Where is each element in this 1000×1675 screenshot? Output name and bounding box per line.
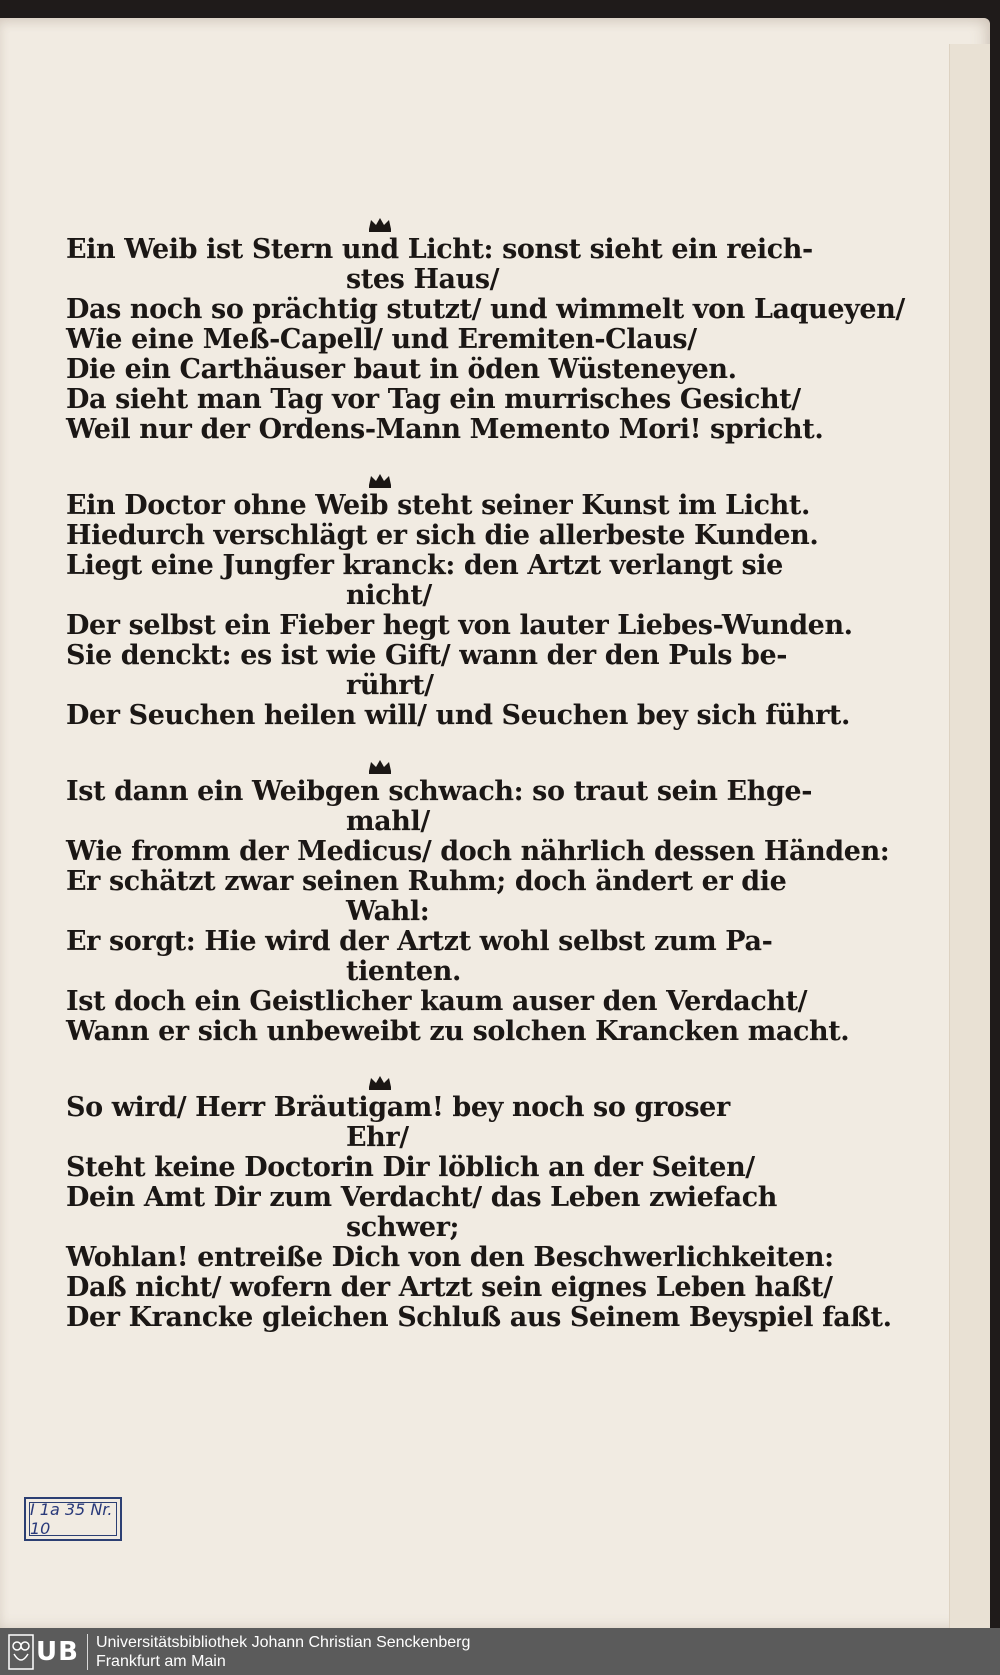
logo-text: UB (36, 1636, 79, 1667)
footer-divider (87, 1634, 88, 1670)
verse-line: Der selbst ein Fieber hegt von lauter Liebes-Wunden. (66, 610, 853, 641)
poem-text (66, 215, 905, 1359)
verse-line: Der Krancke gleichen Schluß aus Seinem Beyspiel faßt. (66, 1302, 892, 1333)
owl-logo-icon (8, 1634, 34, 1670)
footer-bar (0, 1628, 1000, 1675)
crown-ornament-icon (366, 471, 394, 489)
verse-line: Er schätzt zwar seinen Ruhm; doch ändert er die (66, 866, 787, 897)
verse-line: Wohlan! entreiße Dich von den Beschwerlichkeiten: (66, 1242, 834, 1273)
verse-line: rührt/ (346, 670, 434, 701)
verse-line: mahl/ (346, 806, 430, 837)
footer-line-2: Frankfurt am Main (95, 1652, 226, 1670)
verse-line: nicht/ (346, 580, 432, 611)
library-shelfmark-stamp (24, 1497, 122, 1541)
shelfmark-text: I 1a 35 Nr. 10 (29, 1502, 117, 1536)
verse-line: Hiedurch verschlägt er sich die allerbeste Kunden. (66, 520, 819, 551)
library-logo[interactable] (8, 1634, 79, 1670)
crown-ornament-icon (366, 215, 394, 233)
verse-line: Da sieht man Tag vor Tag ein murrisches Gesicht/ (66, 384, 801, 415)
verse-line: tienten. (346, 956, 462, 987)
verse-line: Ist doch ein Geistlicher kaum auser den Verdacht/ (66, 986, 808, 1017)
verse-line: Die ein Carthäuser baut in öden Wüsteneyen. (66, 354, 737, 385)
verse-line: Wahl: (346, 896, 430, 927)
crown-ornament-icon (366, 757, 394, 775)
verse-line: Ist dann ein Weibgen schwach: so traut sein Ehge- (66, 776, 813, 807)
verse-line: Dein Amt Dir zum Verdacht/ das Leben zwiefach (66, 1182, 777, 1213)
stanza (66, 757, 890, 1047)
verse-line: Ein Weib ist Stern und Licht: sonst sieht ein reich- (66, 234, 813, 265)
verse-line: Sie denckt: es ist wie Gift/ wann der den Puls be- (66, 640, 788, 671)
verse-line: Wie fromm der Medicus/ doch nährlich dessen Händen: (66, 836, 890, 867)
verse-line: stes Haus/ (346, 264, 500, 295)
stanza (66, 471, 853, 731)
verse-line: Wann er sich unbeweibt zu solchen Krancken macht. (66, 1016, 850, 1047)
stanza (66, 1073, 892, 1333)
verse-line: Er sorgt: Hie wird der Artzt wohl selbst zum Pa- (66, 926, 773, 957)
verse-line: Weil nur der Ordens-Mann Memento Mori! spricht. (66, 414, 824, 445)
footer-institution (96, 1633, 470, 1671)
verse-line: schwer; (346, 1212, 460, 1243)
stanza (66, 215, 905, 445)
verse-line: Ein Doctor ohne Weib steht seiner Kunst im Licht. (66, 490, 810, 521)
crown-ornament-icon (366, 1073, 394, 1091)
verse-line: Wie eine Meß-Capell/ und Eremiten-Claus/ (66, 324, 697, 355)
verse-line: Liegt eine Jungfer kranck: den Artzt verlangt sie (66, 550, 783, 581)
page-edge (949, 44, 990, 1640)
footer-line-1: Universitätsbibliothek Johann Christian Senckenberg (95, 1633, 471, 1651)
verse-line: Das noch so prächtig stutzt/ und wimmelt von Laqueyen/ (66, 294, 905, 325)
verse-line: Steht keine Doctorin Dir löblich an der Seiten/ (66, 1152, 755, 1183)
verse-line: Der Seuchen heilen will/ und Seuchen bey sich führt. (66, 700, 850, 731)
verse-line: So wird/ Herr Bräutigam! bey noch so groser (66, 1092, 730, 1123)
verse-line: Ehr/ (346, 1122, 409, 1153)
verse-line: Daß nicht/ wofern der Artzt sein eignes Leben haßt/ (66, 1272, 833, 1303)
